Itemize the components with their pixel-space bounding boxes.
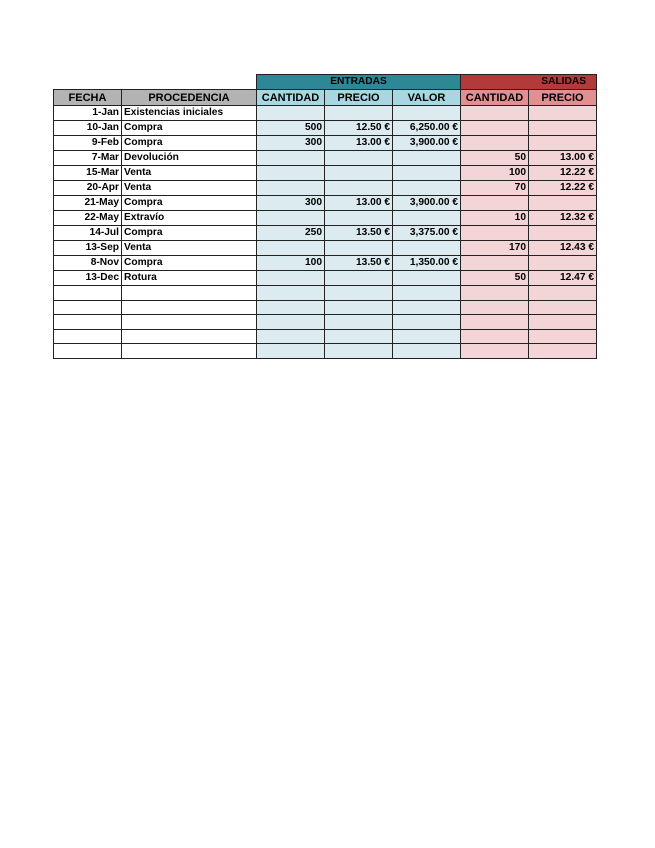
cell-precio-entradas[interactable]: 13.00 € xyxy=(325,136,393,151)
cell-precio-entradas[interactable] xyxy=(325,329,393,344)
cell-fecha[interactable] xyxy=(54,344,122,359)
column-header-row xyxy=(54,90,597,106)
cell-precio-entradas[interactable] xyxy=(325,271,393,286)
cell-valor[interactable] xyxy=(393,106,461,121)
cell-precio-entradas[interactable] xyxy=(325,166,393,181)
header-fecha: FECHA xyxy=(54,90,122,106)
cell-cantidad-salidas[interactable] xyxy=(461,256,529,271)
table-row xyxy=(54,151,597,166)
cell-precio-entradas[interactable] xyxy=(325,286,393,301)
cell-procedencia[interactable] xyxy=(122,315,257,330)
cell-precio-entradas[interactable] xyxy=(325,344,393,359)
cell-procedencia[interactable]: Compra xyxy=(122,256,257,271)
cell-precio-entradas[interactable] xyxy=(325,315,393,330)
cell-precio-salidas[interactable] xyxy=(529,329,597,344)
cell-precio-salidas[interactable]: 12.22 € xyxy=(529,166,597,181)
table-row xyxy=(54,271,597,286)
cell-precio-salidas[interactable] xyxy=(529,344,597,359)
cell-cantidad-entradas[interactable]: 300 xyxy=(257,136,325,151)
cell-procedencia[interactable]: Venta xyxy=(122,181,257,196)
cell-valor[interactable] xyxy=(393,211,461,226)
cell-procedencia[interactable] xyxy=(122,329,257,344)
cell-valor[interactable]: 3,900.00 € xyxy=(393,136,461,151)
cell-precio-salidas[interactable]: 13.00 € xyxy=(529,151,597,166)
cell-cantidad-entradas[interactable] xyxy=(257,344,325,359)
cell-cantidad-entradas[interactable] xyxy=(257,315,325,330)
cell-precio-salidas[interactable]: 12.47 € xyxy=(529,271,597,286)
cell-cantidad-salidas[interactable] xyxy=(461,286,529,301)
inventory-sheet xyxy=(53,74,596,359)
cell-precio-entradas[interactable] xyxy=(325,181,393,196)
header-cantidad-salidas: CANTIDAD xyxy=(461,90,529,106)
table-row xyxy=(54,121,597,136)
cell-fecha[interactable]: 22-May xyxy=(54,211,122,226)
cell-precio-salidas[interactable] xyxy=(529,136,597,151)
cell-procedencia[interactable]: Existencias iniciales xyxy=(122,106,257,121)
table-body xyxy=(54,106,597,359)
cell-precio-entradas[interactable]: 13.00 € xyxy=(325,196,393,211)
cell-valor[interactable]: 6,250.00 € xyxy=(393,121,461,136)
cell-cantidad-entradas[interactable] xyxy=(257,329,325,344)
cell-valor[interactable] xyxy=(393,300,461,315)
cell-precio-salidas[interactable] xyxy=(529,286,597,301)
cell-precio-salidas[interactable] xyxy=(529,196,597,211)
cell-precio-entradas[interactable]: 13.50 € xyxy=(325,256,393,271)
cell-precio-entradas[interactable]: 13.50 € xyxy=(325,226,393,241)
table-row xyxy=(54,181,597,196)
cell-valor[interactable] xyxy=(393,344,461,359)
table-row xyxy=(54,211,597,226)
cell-cantidad-entradas[interactable] xyxy=(257,211,325,226)
cell-valor[interactable] xyxy=(393,241,461,256)
cell-cantidad-salidas[interactable]: 100 xyxy=(461,166,529,181)
cell-procedencia[interactable] xyxy=(122,286,257,301)
table-row xyxy=(54,226,597,241)
cell-cantidad-salidas[interactable] xyxy=(461,196,529,211)
header-procedencia: PROCEDENCIA xyxy=(122,90,257,106)
cell-precio-entradas[interactable] xyxy=(325,300,393,315)
cell-valor[interactable] xyxy=(393,271,461,286)
cell-valor[interactable] xyxy=(393,329,461,344)
cell-procedencia[interactable]: Rotura xyxy=(122,271,257,286)
cell-cantidad-entradas[interactable]: 300 xyxy=(257,196,325,211)
cell-cantidad-salidas[interactable] xyxy=(461,226,529,241)
cell-fecha[interactable] xyxy=(54,286,122,301)
cell-cantidad-entradas[interactable] xyxy=(257,151,325,166)
cell-cantidad-entradas[interactable] xyxy=(257,286,325,301)
table-row xyxy=(54,256,597,271)
cell-valor[interactable] xyxy=(393,286,461,301)
cell-precio-salidas[interactable]: 12.22 € xyxy=(529,181,597,196)
cell-procedencia[interactable]: Venta xyxy=(122,241,257,256)
cell-cantidad-entradas[interactable] xyxy=(257,106,325,121)
cell-cantidad-entradas[interactable] xyxy=(257,241,325,256)
entradas-group-header: ENTRADAS xyxy=(257,75,461,90)
cell-fecha[interactable] xyxy=(54,329,122,344)
cell-cantidad-salidas[interactable]: 10 xyxy=(461,211,529,226)
header-valor: VALOR xyxy=(393,90,461,106)
cell-cantidad-entradas[interactable] xyxy=(257,166,325,181)
cell-fecha[interactable]: 10-Jan xyxy=(54,121,122,136)
cell-valor[interactable] xyxy=(393,166,461,181)
table-row xyxy=(54,136,597,151)
cell-fecha[interactable]: 1-Jan xyxy=(54,106,122,121)
cell-procedencia[interactable]: Compra xyxy=(122,121,257,136)
cell-cantidad-salidas[interactable] xyxy=(461,329,529,344)
group-header-row xyxy=(54,75,597,90)
cell-fecha[interactable]: 8-Nov xyxy=(54,256,122,271)
cell-fecha[interactable] xyxy=(54,315,122,330)
cell-cantidad-salidas[interactable]: 50 xyxy=(461,151,529,166)
table-row xyxy=(54,241,597,256)
cell-cantidad-entradas[interactable]: 250 xyxy=(257,226,325,241)
cell-procedencia[interactable]: Venta xyxy=(122,166,257,181)
cell-precio-entradas[interactable] xyxy=(325,211,393,226)
cell-valor[interactable]: 1,350.00 € xyxy=(393,256,461,271)
cell-cantidad-salidas[interactable] xyxy=(461,136,529,151)
cell-fecha[interactable]: 15-Mar xyxy=(54,166,122,181)
cell-cantidad-entradas[interactable]: 100 xyxy=(257,256,325,271)
cell-fecha[interactable]: 13-Sep xyxy=(54,241,122,256)
cell-fecha[interactable]: 9-Feb xyxy=(54,136,122,151)
cell-cantidad-salidas[interactable] xyxy=(461,300,529,315)
cell-precio-entradas[interactable] xyxy=(325,241,393,256)
table-row xyxy=(54,329,597,344)
cell-cantidad-entradas[interactable] xyxy=(257,300,325,315)
cell-fecha[interactable]: 14-Jul xyxy=(54,226,122,241)
cell-cantidad-entradas[interactable] xyxy=(257,181,325,196)
cell-cantidad-salidas[interactable] xyxy=(461,121,529,136)
table-row xyxy=(54,166,597,181)
cell-procedencia[interactable]: Compra xyxy=(122,226,257,241)
cell-fecha[interactable]: 7-Mar xyxy=(54,151,122,166)
cell-cantidad-salidas[interactable] xyxy=(461,344,529,359)
cell-cantidad-salidas[interactable]: 50 xyxy=(461,271,529,286)
cell-valor[interactable] xyxy=(393,181,461,196)
cell-precio-salidas[interactable] xyxy=(529,121,597,136)
cell-precio-salidas[interactable] xyxy=(529,300,597,315)
cell-precio-salidas[interactable] xyxy=(529,106,597,121)
cell-precio-entradas[interactable] xyxy=(325,151,393,166)
cell-precio-entradas[interactable]: 12.50 € xyxy=(325,121,393,136)
cell-precio-salidas[interactable] xyxy=(529,315,597,330)
cell-fecha[interactable]: 21-May xyxy=(54,196,122,211)
header-precio-salidas: PRECIO xyxy=(529,90,597,106)
table-row xyxy=(54,344,597,359)
table-row xyxy=(54,300,597,315)
cell-cantidad-entradas[interactable]: 500 xyxy=(257,121,325,136)
cell-valor[interactable]: 3,375.00 € xyxy=(393,226,461,241)
blank-corner xyxy=(54,75,257,90)
header-cantidad-entradas: CANTIDAD xyxy=(257,90,325,106)
table-row xyxy=(54,106,597,121)
cell-precio-salidas[interactable] xyxy=(529,256,597,271)
table-row xyxy=(54,286,597,301)
cell-cantidad-entradas[interactable] xyxy=(257,271,325,286)
cell-precio-salidas[interactable]: 12.43 € xyxy=(529,241,597,256)
cell-cantidad-salidas[interactable] xyxy=(461,106,529,121)
cell-valor[interactable]: 3,900.00 € xyxy=(393,196,461,211)
cell-fecha[interactable] xyxy=(54,300,122,315)
table-row xyxy=(54,196,597,211)
cell-precio-entradas[interactable] xyxy=(325,106,393,121)
cell-cantidad-salidas[interactable]: 70 xyxy=(461,181,529,196)
cell-procedencia[interactable] xyxy=(122,300,257,315)
cell-fecha[interactable]: 13-Dec xyxy=(54,271,122,286)
cell-precio-salidas[interactable] xyxy=(529,226,597,241)
cell-procedencia[interactable] xyxy=(122,344,257,359)
table-row xyxy=(54,315,597,330)
cell-procedencia[interactable]: Compra xyxy=(122,196,257,211)
cell-procedencia[interactable]: Extravío xyxy=(122,211,257,226)
salidas-group-header: SALIDAS xyxy=(461,75,597,90)
cell-cantidad-salidas[interactable]: 170 xyxy=(461,241,529,256)
cell-valor[interactable] xyxy=(393,151,461,166)
header-precio-entradas: PRECIO xyxy=(325,90,393,106)
cell-valor[interactable] xyxy=(393,315,461,330)
cell-procedencia[interactable]: Devolución xyxy=(122,151,257,166)
cell-fecha[interactable]: 20-Apr xyxy=(54,181,122,196)
cell-cantidad-salidas[interactable] xyxy=(461,315,529,330)
cell-procedencia[interactable]: Compra xyxy=(122,136,257,151)
cell-precio-salidas[interactable]: 12.32 € xyxy=(529,211,597,226)
inventory-table xyxy=(53,74,597,359)
